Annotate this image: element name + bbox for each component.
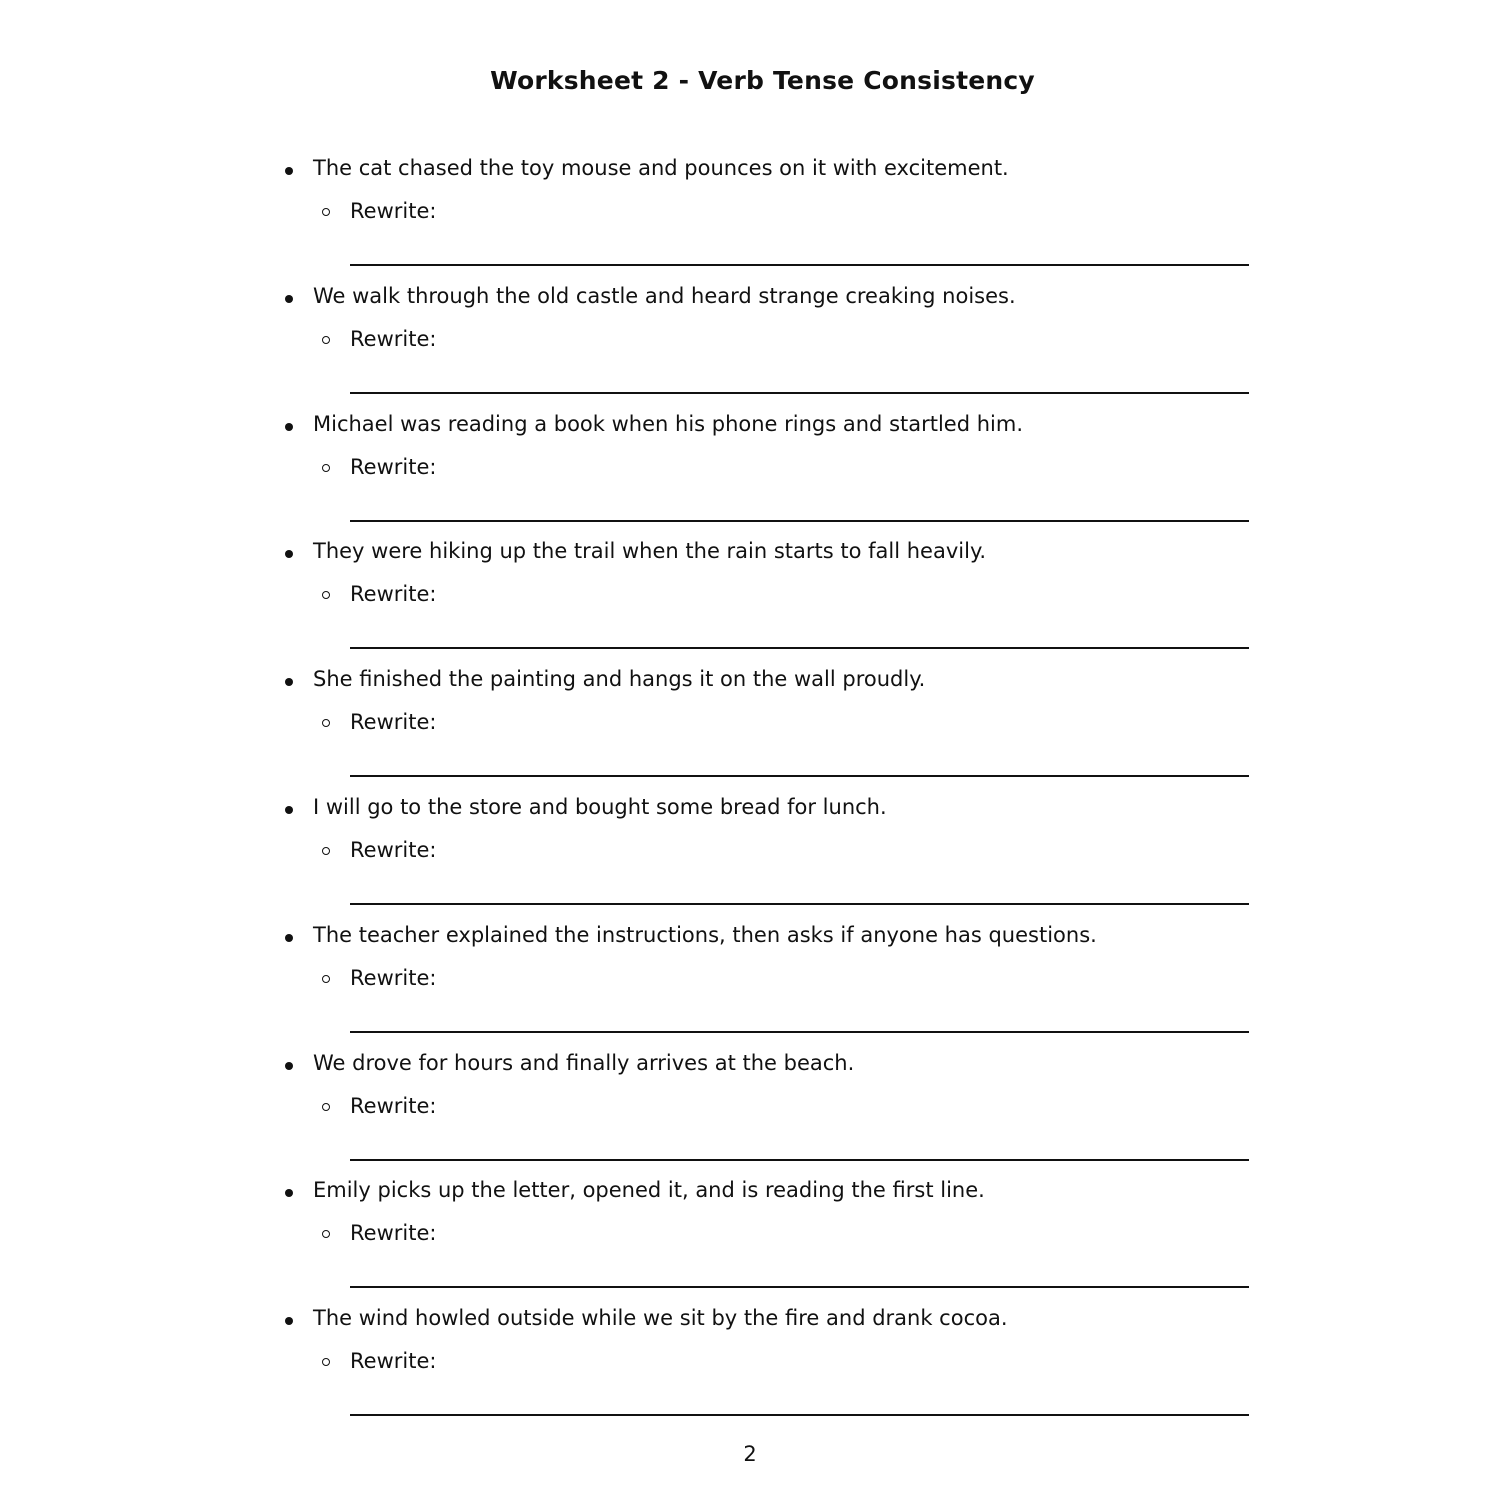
page-number: 2 (743, 1442, 757, 1466)
bullet-icon (285, 1189, 293, 1197)
bullet-icon (285, 167, 293, 175)
list-item (280, 537, 1260, 665)
exercise-sentence: The wind howled outside while we sit by the fire and drank cocoa. (313, 1306, 1008, 1331)
rewrite-label: Rewrite: (350, 1221, 437, 1246)
rewrite-label: Rewrite: (350, 1093, 437, 1118)
circle-bullet-icon (322, 464, 330, 472)
answer-line[interactable] (350, 903, 1249, 905)
circle-bullet-icon (322, 208, 330, 216)
exercise-sentence: The teacher explained the instructions, then asks if anyone has questions. (313, 922, 1097, 947)
exercise-sentence: The cat chased the toy mouse and pounces on it with excitement. (313, 156, 1009, 180)
rewrite-label: Rewrite: (350, 965, 437, 990)
answer-line[interactable] (350, 1414, 1249, 1416)
list-item (280, 1049, 1260, 1177)
answer-line[interactable] (350, 1031, 1249, 1033)
circle-bullet-icon (322, 847, 330, 855)
circle-bullet-icon (322, 1103, 330, 1111)
rewrite-label: Rewrite: (350, 582, 437, 607)
exercise-sentence: Emily picks up the letter, opened it, and is reading the first line. (313, 1178, 985, 1203)
list-item (280, 282, 1260, 410)
bullet-icon (285, 934, 293, 942)
rewrite-label: Rewrite: (350, 199, 437, 223)
answer-line[interactable] (350, 520, 1249, 522)
circle-bullet-icon (322, 1230, 330, 1238)
rewrite-label: Rewrite: (350, 710, 437, 735)
exercise-sentence: I will go to the store and bought some bread for lunch. (313, 794, 887, 819)
bullet-icon (285, 423, 293, 431)
rewrite-label: Rewrite: (350, 454, 437, 479)
answer-line[interactable] (350, 392, 1249, 394)
exercise-sentence: Michael was reading a book when his phone rings and startled him. (313, 411, 1024, 436)
circle-bullet-icon (322, 719, 330, 727)
circle-bullet-icon (322, 591, 330, 599)
list-item (280, 410, 1260, 538)
exercise-sentence: We walk through the old castle and heard strange creaking noises. (313, 283, 1016, 308)
answer-line[interactable] (350, 1286, 1249, 1288)
answer-line[interactable] (350, 264, 1249, 266)
page-title: Worksheet 2 - Verb Tense Consistency (490, 66, 1035, 95)
circle-bullet-icon (322, 1358, 330, 1366)
rewrite-label: Rewrite: (350, 837, 437, 862)
list-item (280, 793, 1260, 921)
rewrite-label: Rewrite: (350, 1349, 437, 1374)
bullet-icon (285, 806, 293, 814)
exercise-list (280, 154, 1260, 1432)
list-item (280, 921, 1260, 1049)
list-item (280, 1304, 1260, 1432)
answer-line[interactable] (350, 647, 1249, 649)
list-item (280, 1176, 1260, 1304)
bullet-icon (285, 1062, 293, 1070)
circle-bullet-icon (322, 975, 330, 983)
bullet-icon (285, 550, 293, 558)
bullet-icon (285, 678, 293, 686)
list-item (280, 154, 1260, 282)
exercise-sentence: She finished the painting and hangs it on the wall proudly. (313, 667, 926, 692)
list-item (280, 665, 1260, 793)
rewrite-label: Rewrite: (350, 326, 437, 351)
bullet-icon (285, 1317, 293, 1325)
bullet-icon (285, 295, 293, 303)
circle-bullet-icon (322, 336, 330, 344)
answer-line[interactable] (350, 775, 1249, 777)
exercise-sentence: We drove for hours and finally arrives at the beach. (313, 1050, 855, 1075)
exercise-sentence: They were hiking up the trail when the rain starts to fall heavily. (313, 539, 987, 564)
answer-line[interactable] (350, 1159, 1249, 1161)
